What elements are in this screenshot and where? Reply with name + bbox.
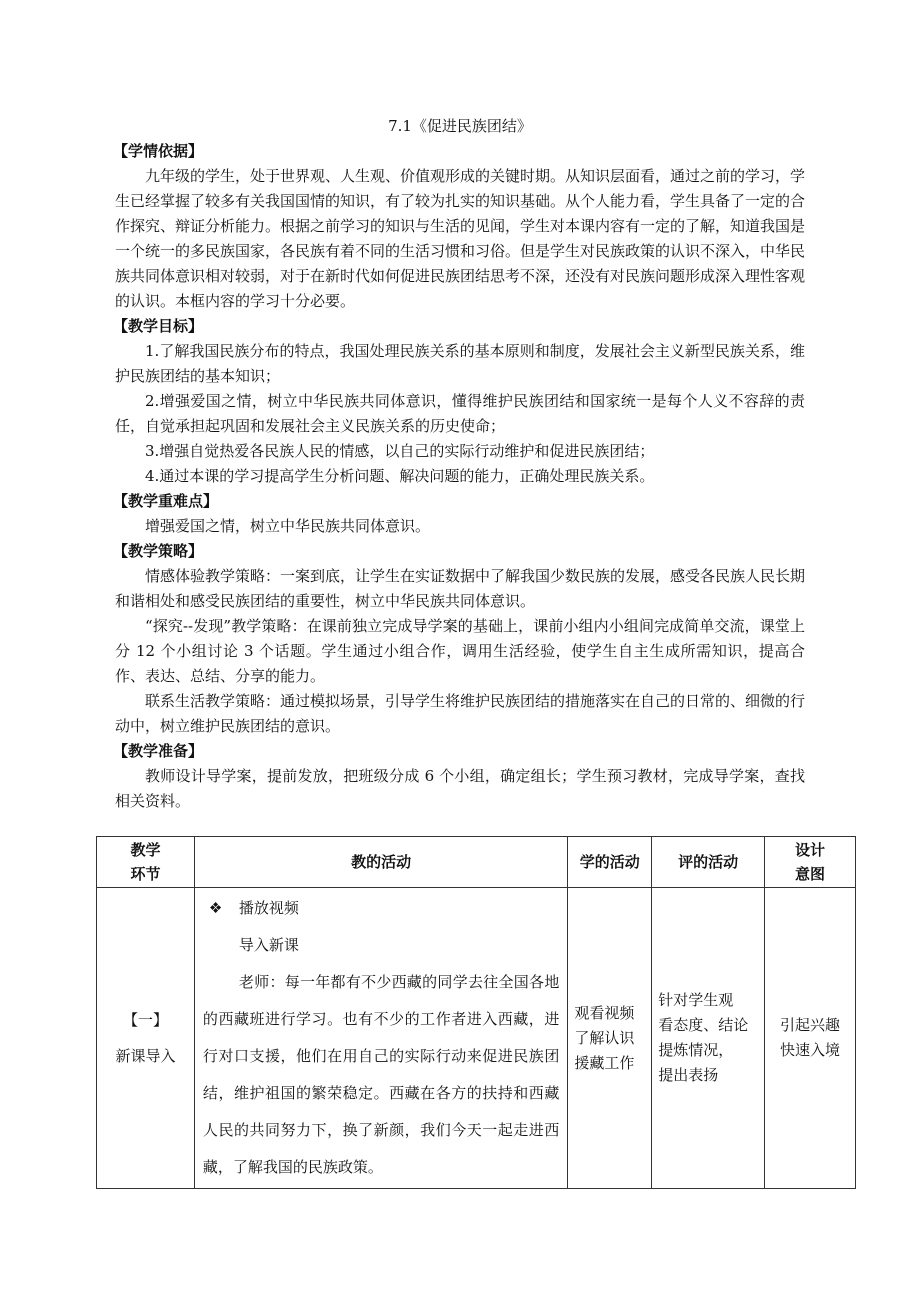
section-paragraph: 2.增强爱国之情，树立中华民族共同体意识，懂得维护民族团结和国家统一是每个人义不容辞的责任，自觉承担起巩固和发展社会主义民族关系的历史使命； [115,392,805,435]
learn-line: 观看视频 [574,1003,635,1022]
section-paragraph: “探究--发现”教学策略：在课前独立完成导学案的基础上，课前小组内小组间完成简单交流，课堂上分 12 个小组讨论 3 个话题。学生通过小组合作，调用生活经验，使学生自主生成所需知识，提高合作、表达、总结、分享的能力。 [115,617,805,685]
header-teach: 教的活动 [194,837,567,888]
table-header-row [97,837,856,888]
learn-cell [568,888,652,1189]
header-stage [97,837,195,888]
section-paragraph: 联系生活教学策略：通过模拟场景，引导学生将维护民族团结的措施落实在自己的日常的、细微的行动中，树立维护民族团结的意识。 [115,692,806,735]
header-learn: 学的活动 [568,837,652,888]
eval-cell [652,888,765,1189]
teach-line: 播放视频 [238,899,299,917]
design-cell [765,888,856,1189]
eval-line: 提出表扬 [658,1066,719,1084]
section-paragraph: 教师设计导学案，提前发放，把班级分成 6 个小组，确定组长；学生预习教材，完成导学案，查找相关资料。 [115,767,805,810]
header-text: 环节 [130,865,161,883]
teach-body: 老师：每一年都有不少西藏的同学去往全国各地的西藏班进行学习。也有不少的工作者进入西藏，进行对口支援，他们在用自己的实际行动来促进民族团结，维护祖国的繁荣稳定。西藏在各方的扶持和西藏人民的共同努力下，换了新颜，我们今天一起走进西藏，了解我国的民族政策。 [202,973,560,1176]
header-eval: 评的活动 [652,837,765,888]
stage-name: 新课导入 [115,1047,176,1065]
eval-line: 看态度、结论 [658,1016,749,1034]
lesson-table [96,836,856,1189]
header-text: 意图 [795,865,826,883]
section-paragraph: 九年级的学生，处于世界观、人生观、价值观形成的关键时期。从知识层面看，通过之前的学习，学生已经掌握了较多有关我国国情的知识，有了较为扎实的知识基础。从个人能力看，学生具备了一定的合作探究、辩证分析能力。根据之前学习的知识与生活的见闻，学生对本课内容有一定的了解，知道我国是一个统一的多民族国家，各民族有着不同的生活习惯和习俗。但是学生对民族政策的认识不深入，中华民族共同体意识相对较弱，对于在新时代如何促进民族团结思考不深，还没有对民族问题形成深入理性客观的认识。本框内容的学习十分必要。 [115,167,806,310]
teach-bullet-line [203,890,559,927]
header-design [765,837,856,888]
stage-number: 【一】 [122,1011,168,1029]
section-heading: 【学情依据】 [113,142,204,160]
eval-line: 针对学生观 [658,991,734,1009]
section-paragraph: 情感体验教学策略：一案到底，让学生在实证数据中了解我国少数民族的发展，感受各民族人民长期和谐相处和感受民族团结的重要性，树立中华民族共同体意识。 [115,567,806,610]
header-text: 设计 [795,841,826,859]
section-heading: 【教学目标】 [113,317,204,335]
section-paragraph: 3.增强自觉热爱各民族人民的情感，以自己的实际行动维护和促进民族团结； [145,442,655,460]
section-heading: 【教学策略】 [113,542,204,560]
section-paragraph: 增强爱国之情，树立中华民族共同体意识。 [145,517,431,535]
table-row [97,888,856,1189]
design-line: 引起兴趣 [780,1016,841,1034]
section-heading: 【教学准备】 [113,742,204,760]
design-line: 快速入境 [780,1041,841,1059]
section-paragraph: 1.了解我国民族分布的特点，我国处理民族关系的基本原则和制度，发展社会主义新型民族关系，维护民族团结的基本知识； [115,342,805,385]
eval-line: 提炼情况， [658,1041,734,1059]
teach-cell [194,888,567,1189]
header-text: 教学 [130,841,161,859]
learn-line: 了解认识 [574,1028,635,1047]
document [115,114,805,814]
section-heading: 【教学重难点】 [113,492,219,510]
stage-cell [97,888,195,1189]
section-paragraph: 4.通过本课的学习提高学生分析问题、解决问题的能力，正确处理民族关系。 [145,467,655,485]
teach-line: 导入新课 [238,936,299,954]
learn-line: 援藏工作 [574,1053,635,1072]
diamond-bullet-icon: ❖ [208,899,223,917]
page-title: 7.1《促进民族团结》 [388,117,532,135]
